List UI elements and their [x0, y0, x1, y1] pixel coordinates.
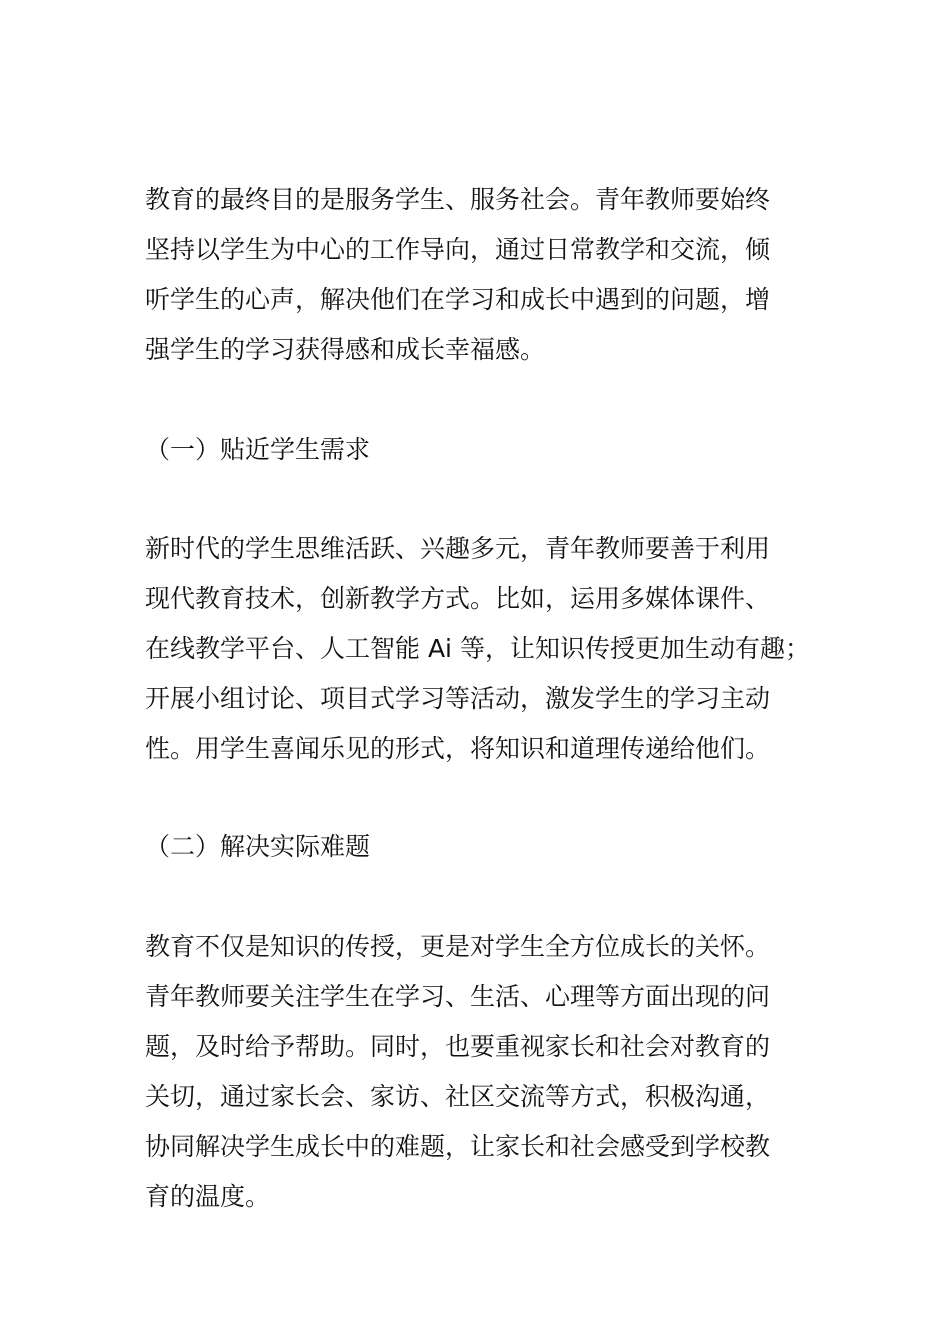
paragraph-line: 育的温度。: [145, 1182, 271, 1211]
paragraph-line: 现代教育技术，创新教学方式。比如，运用多媒体课件、: [145, 584, 771, 613]
paragraph-line: 在线教学平台、人工智能 Ai 等，让知识传授更加生动有趣；: [145, 634, 810, 663]
paragraph-service-students: [145, 175, 845, 375]
paragraph-modern-teaching: [145, 524, 845, 774]
paragraph-line: 开展小组讨论、项目式学习等活动，激发学生的学习主动: [145, 684, 771, 713]
paragraph-line: 听学生的心声，解决他们在学习和成长中遇到的问题，增: [145, 285, 771, 314]
heading-text: （二）解决实际难题: [145, 832, 371, 861]
paragraph-line: 强学生的学习获得感和成长幸福感。: [145, 335, 546, 364]
paragraph-line: 新时代的学生思维活跃、兴趣多元，青年教师要善于利用: [145, 534, 771, 563]
section-heading-1: [145, 425, 845, 475]
heading-text: （一）贴近学生需求: [145, 435, 371, 464]
paragraph-line: 性。用学生喜闻乐见的形式，将知识和道理传递给他们。: [145, 734, 771, 763]
paragraph-line: 教育的最终目的是服务学生、服务社会。青年教师要始终: [145, 185, 771, 214]
paragraph-line: 青年教师要关注学生在学习、生活、心理等方面出现的问: [145, 982, 771, 1011]
paragraph-line: 关切，通过家长会、家访、社区交流等方式，积极沟通，: [145, 1082, 771, 1111]
paragraph-line: 协同解决学生成长中的难题，让家长和社会感受到学校教: [145, 1132, 771, 1161]
section-heading-2: [145, 822, 845, 872]
paragraph-line: 教育不仅是知识的传授，更是对学生全方位成长的关怀。: [145, 932, 771, 961]
paragraph-solving-problems: [145, 922, 845, 1222]
paragraph-line: 题，及时给予帮助。同时，也要重视家长和社会对教育的: [145, 1032, 771, 1061]
paragraph-line: 坚持以学生为中心的工作导向，通过日常教学和交流，倾: [145, 235, 771, 264]
